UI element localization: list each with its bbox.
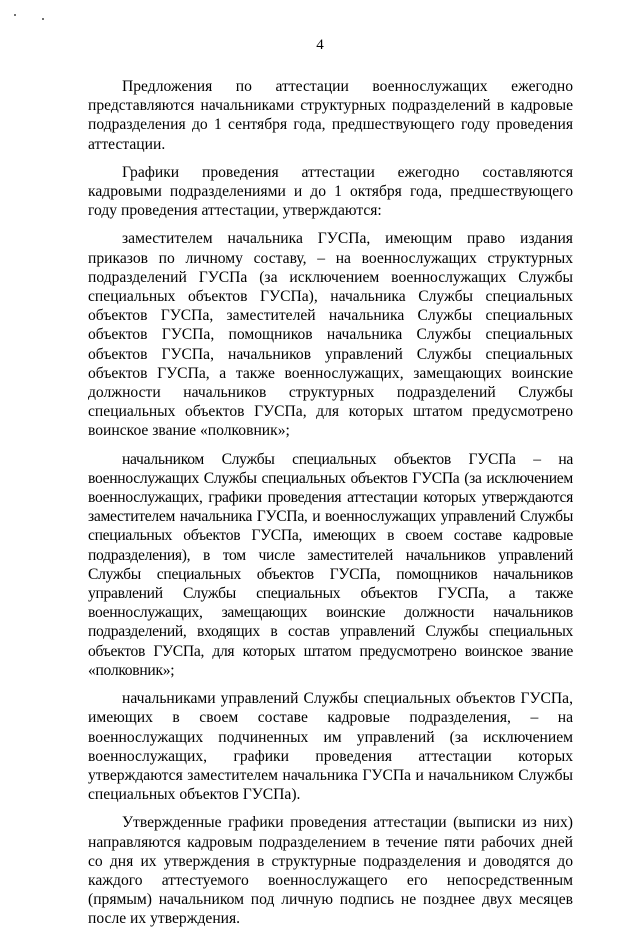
paragraph-department-heads-approval: начальниками управлений Службы специальных объектов ГУСПа, имеющих в своем составе кадровые подразделения, – на военнослужащих подчиненных им управлений (за исключением военнослужащих, графики проведения аттестации которых утверждаются заместителем начальника ГУСПа и начальником Службы специальных объектов ГУСПа). xyxy=(88,690,573,804)
scan-speck xyxy=(14,14,16,16)
page-number: 4 xyxy=(316,37,324,53)
paragraph-proposals: Предложения по аттестации военнослужащих ежегодно представляются начальниками структурных подразделений в кадровые подразделения до 1 сентября года, предшествующего году проведения аттестации. xyxy=(88,78,573,153)
paragraph-schedules: Графики проведения аттестации ежегодно составляются кадровыми подразделениями и до 1 октября года, предшествующего году проведения аттестации, утверждаются: xyxy=(88,163,573,220)
document-body xyxy=(88,77,573,929)
scan-speck xyxy=(42,18,44,20)
paragraph-chief-approval: начальником Службы специальных объектов ГУСПа – на военнослужащих Службы специальных объектов ГУСПа (за исключением военнослужащих, графики проведения аттестации которых утверждаются заместителем начальника ГУСПа, и военнослужащих управлений Службы специальных объектов ГУСПа, имеющих в своем составе кадровые подразделения), в том числе заместителей начальников управлений Службы специальных объектов ГУСПа, помощников начальников управлений Службы специальных объектов ГУСПа, а также военнослужащих, замещающих воинские должности начальников подразделений, входящих в состав управлений Службы специальных объектов ГУСПа, для которых штатом предусмотрено воинское звание «полковник»; xyxy=(88,450,573,679)
paragraph-deputy-approval: заместителем начальника ГУСПа, имеющим право издания приказов по личному составу, – на военнослужащих структурных подразделений ГУСПа (за исключением военнослужащих Службы специальных объектов ГУСПа), начальника Службы специальных объектов ГУСПа, заместителей начальника Службы специальных объектов ГУСПа, помощников начальника Службы специальных объектов ГУСПа, начальников управлений Службы специальных объектов ГУСПа, а также военнослужащих, замещающих воинские должности начальников структурных подразделений Службы специальных объектов ГУСПа, для которых штатом предусмотрено воинское звание «полковник»; xyxy=(88,230,573,440)
paragraph-distribution: Утвержденные графики проведения аттестации (выписки из них) направляются кадровым подразделением в течение пяти рабочих дней со дня их утверждения в структурные подразделения и доводятся до каждого аттестуемого военнослужащего его непосредственным (прямым) начальником под личную подпись не позднее двух месяцев после их утверждения. xyxy=(88,814,573,928)
